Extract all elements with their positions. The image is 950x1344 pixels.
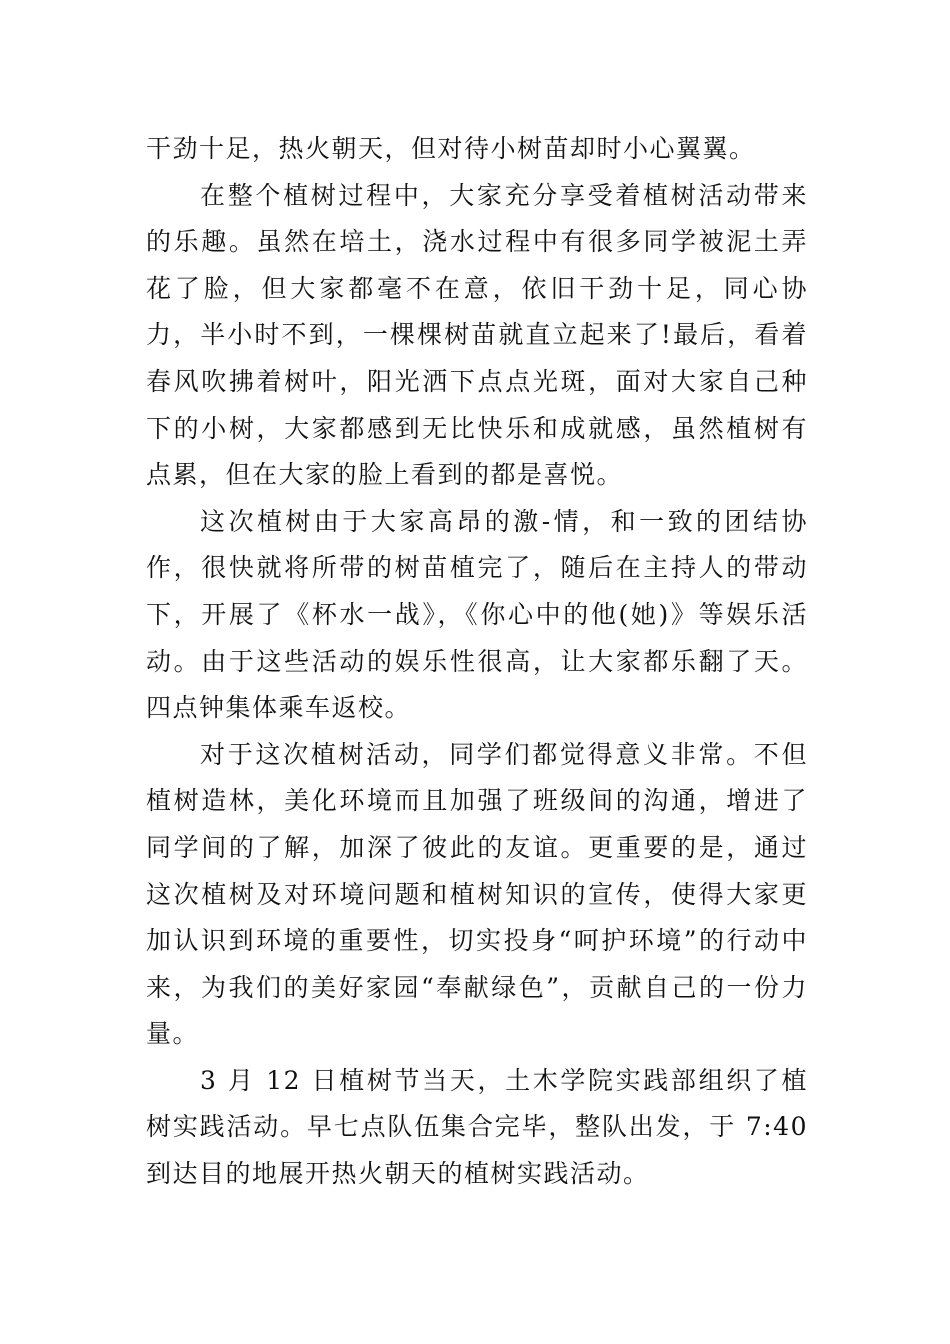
paragraph-significance: 对于这次植树活动，同学们都觉得意义非常。不但植树造林，美化环境而且加强了班级间的沟通，增进了同学间的了解，加深了彼此的友谊。更重要的是，通过这次植树及对环境问题和植树知识的宣传，使得大家更加认识到环境的重要性，切实投身“呵护环境”的行动中来，为我们的美好家园“奉献绿色”，贡献自己的一份力量。 bbox=[146, 739, 808, 1049]
document-body bbox=[146, 126, 808, 1198]
paragraph-continuation: 干劲十足，热火朝天，但对待小树苗却时小心翼翼。 bbox=[146, 134, 756, 163]
paragraph-teamwork-games: 这次植树由于大家高昂的激-情，和一致的团结协作，很快就将所带的树苗植完了，随后在主持人的带动下，开展了《杯水一战》，《你心中的他(她)》等娱乐活动。由于这些活动的娱乐性很高，让大家都乐翻了天。四点钟集体乘车返校。 bbox=[146, 506, 808, 723]
paragraph-arbor-day: 3 月 12 日植树节当天，土木学院实践部组织了植树实践活动。早七点队伍集合完毕，整队出发，于 7:40 到达目的地展开热火朝天的植树实践活动。 bbox=[146, 1065, 808, 1189]
paragraph-planting-fun: 在整个植树过程中，大家充分享受着植树活动带来的乐趣。虽然在培土，浇水过程中有很多同学被泥土弄花了脸，但大家都毫不在意，依旧干劲十足，同心协力，半小时不到，一棵棵树苗就直立起来了!最后，看着春风吹拂着树叶，阳光洒下点点光斑，面对大家自己种下的小树，大家都感到无比快乐和成就感，虽然植树有点累，但在大家的脸上看到的都是喜悦。 bbox=[146, 180, 808, 490]
